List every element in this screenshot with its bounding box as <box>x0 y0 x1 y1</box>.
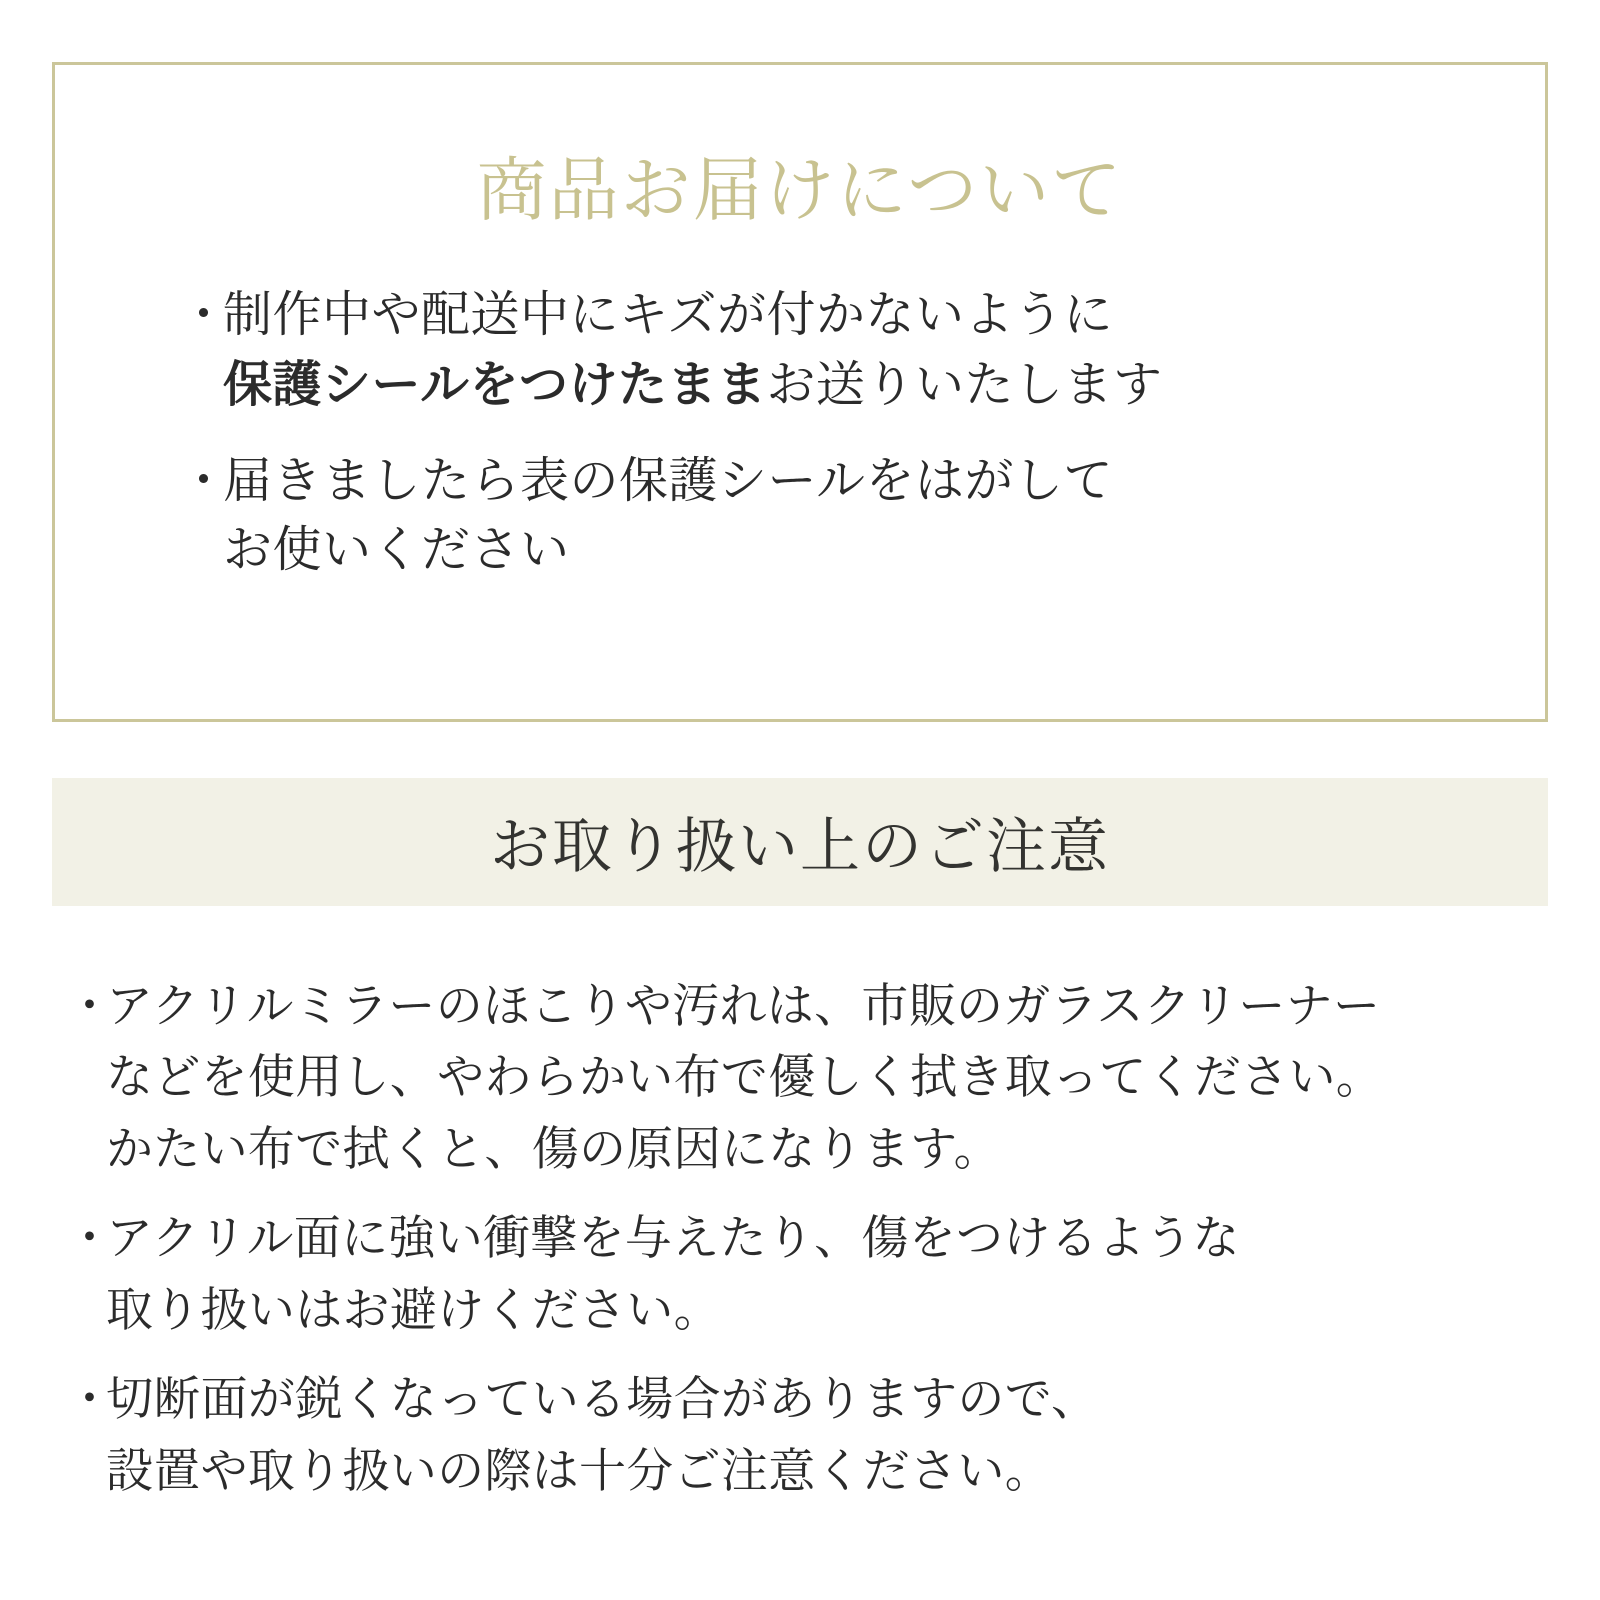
delivery-list-item-line <box>223 351 1545 421</box>
delivery-section-title: 商品お届けについて <box>476 149 1124 231</box>
delivery-list-item-line <box>223 281 1545 351</box>
care-list-item-line: 切断面が鋭くなっている場合がありますので、 <box>106 1372 1099 1426</box>
delivery-list-item-line <box>223 516 1545 586</box>
bullet-icon: ・ <box>66 979 114 1032</box>
care-list-item <box>66 1202 1546 1345</box>
bullet-icon: ・ <box>179 288 229 343</box>
body-text: お送りいたします <box>766 357 1163 412</box>
emphasis-text: 保護シールをつけたまま <box>223 357 767 412</box>
care-list-item-line: アクリルミラーのほこりや汚れは、市販のガラスクリーナー <box>106 979 1381 1032</box>
care-list-item <box>66 970 1546 1184</box>
care-list-item-line: 取り扱いはお避けください。 <box>106 1282 721 1336</box>
delivery-list-item <box>179 447 1545 586</box>
delivery-list-item-line <box>223 447 1545 517</box>
care-list-item <box>66 1363 1546 1506</box>
care-list-item-line: などを使用し、やわらかい布で優しく拭き取ってください。 <box>106 1050 1384 1104</box>
delivery-notice-section <box>52 62 1548 722</box>
delivery-notice-list <box>55 281 1545 585</box>
care-section-title: お取り扱い上のご注意 <box>490 813 1110 880</box>
body-text: 制作中や配送中にキズが付かないように <box>223 288 1114 343</box>
care-list-item-line: 設置や取り扱いの際は十分ご注意ください。 <box>106 1443 1052 1497</box>
bullet-icon: ・ <box>66 1211 114 1265</box>
body-text: 届きましたら表の保護シールをはがして <box>223 453 1114 508</box>
care-list-item-line: アクリル面に強い衝撃を与えたり、傷をつけるような <box>106 1211 1240 1265</box>
delivery-list-item <box>179 281 1545 420</box>
care-section-heading-band <box>52 778 1548 906</box>
care-list-item-line: かたい布で拭くと、傷の原因になります。 <box>106 1121 1001 1175</box>
bullet-icon: ・ <box>179 453 229 508</box>
body-text: お使いください <box>223 523 570 578</box>
bullet-icon: ・ <box>66 1372 114 1426</box>
care-notice-list <box>66 970 1546 1524</box>
